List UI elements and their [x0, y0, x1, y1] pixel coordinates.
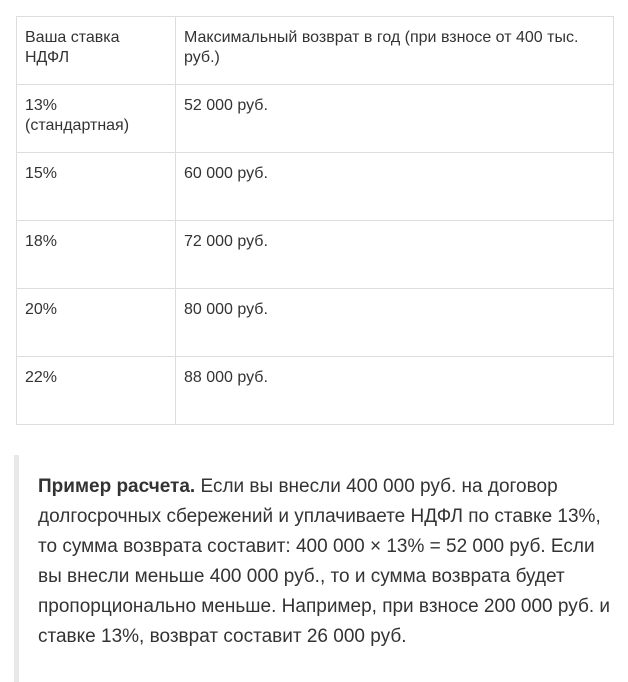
table-row	[17, 153, 614, 221]
example-text: Если вы внесли 400 000 руб. на договор долгосрочных сбережений и уплачиваете НДФЛ по ставке 13%, то сумма возврата составит: 400 000 × 13% = 52 000 руб. Если вы внесли меньше 400 000 руб., то и сумма возврата будет пропорционально меньше. Например, при взносе 200 000 руб. и ставке 13%, возврат составит 26 000 руб.	[38, 476, 611, 647]
table-header-row	[17, 17, 614, 85]
rate-cell: 15%	[17, 153, 176, 221]
table-row	[17, 357, 614, 425]
table-row	[17, 85, 614, 153]
rate-cell: 13% (стандартная)	[17, 85, 176, 153]
table-row	[17, 289, 614, 357]
refund-cell: 60 000 руб.	[176, 153, 614, 221]
example-title: Пример расчета.	[38, 476, 196, 497]
example-blockquote	[14, 455, 613, 682]
refund-cell: 80 000 руб.	[176, 289, 614, 357]
header-cell-rate: Ваша ставка НДФЛ	[17, 17, 176, 85]
refund-cell: 88 000 руб.	[176, 357, 614, 425]
rate-cell: 18%	[17, 221, 176, 289]
rate-cell: 22%	[17, 357, 176, 425]
refund-cell: 72 000 руб.	[176, 221, 614, 289]
rate-cell: 20%	[17, 289, 176, 357]
ndfl-rates-table	[16, 16, 614, 425]
table-row	[17, 221, 614, 289]
refund-cell: 52 000 руб.	[176, 85, 614, 153]
header-cell-refund: Максимальный возврат в год (при взносе от 400 тыс. руб.)	[176, 17, 614, 85]
example-paragraph	[38, 472, 613, 652]
